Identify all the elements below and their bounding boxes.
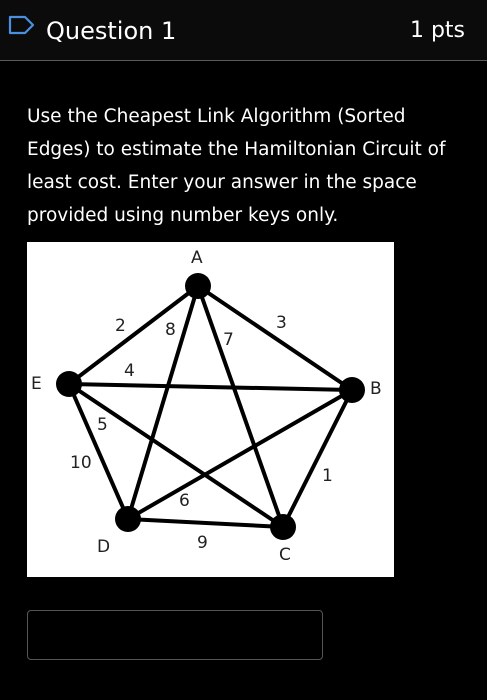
edge-e-b bbox=[69, 384, 352, 390]
weight-d-c: 9 bbox=[197, 533, 208, 553]
edge-a-c bbox=[198, 286, 283, 527]
vertex-label-c: C bbox=[279, 545, 291, 565]
vertex-a bbox=[185, 273, 211, 299]
weight-d-b: 6 bbox=[179, 491, 190, 511]
vertex-label-d: D bbox=[97, 537, 111, 557]
vertex-label-b: B bbox=[370, 379, 382, 399]
edge-a-b bbox=[198, 286, 352, 390]
vertex-label-e: E bbox=[31, 374, 42, 394]
weight-e-a: 2 bbox=[115, 316, 126, 336]
answer-input[interactable] bbox=[27, 610, 323, 660]
vertex-c bbox=[270, 514, 296, 540]
weight-b-c: 1 bbox=[322, 466, 333, 486]
weight-c-a: 7 bbox=[223, 330, 234, 350]
question-title: Question 1 bbox=[46, 17, 177, 45]
vertex-d bbox=[115, 506, 141, 532]
vertex-e bbox=[56, 371, 82, 397]
question-header bbox=[0, 0, 487, 61]
edge-d-c bbox=[128, 519, 283, 527]
question-text: Use the Cheapest Link Algorithm (Sorted Edges) to estimate the Hamiltonian Circuit of least cost. Enter your answer in the space provided using number keys only. bbox=[27, 106, 446, 226]
vertex-b bbox=[339, 377, 365, 403]
question-points: 1 pts bbox=[409, 18, 465, 43]
weight-e-c: 5 bbox=[97, 415, 108, 435]
weight-a-b: 3 bbox=[276, 313, 287, 333]
weight-e-d: 10 bbox=[70, 453, 92, 473]
weight-e-b: 4 bbox=[124, 361, 135, 381]
graph-diagram bbox=[27, 242, 394, 577]
graph-figure bbox=[27, 242, 394, 577]
weight-d-a: 8 bbox=[165, 320, 176, 340]
vertex-label-a: A bbox=[191, 248, 203, 268]
flag-icon[interactable] bbox=[8, 15, 36, 35]
